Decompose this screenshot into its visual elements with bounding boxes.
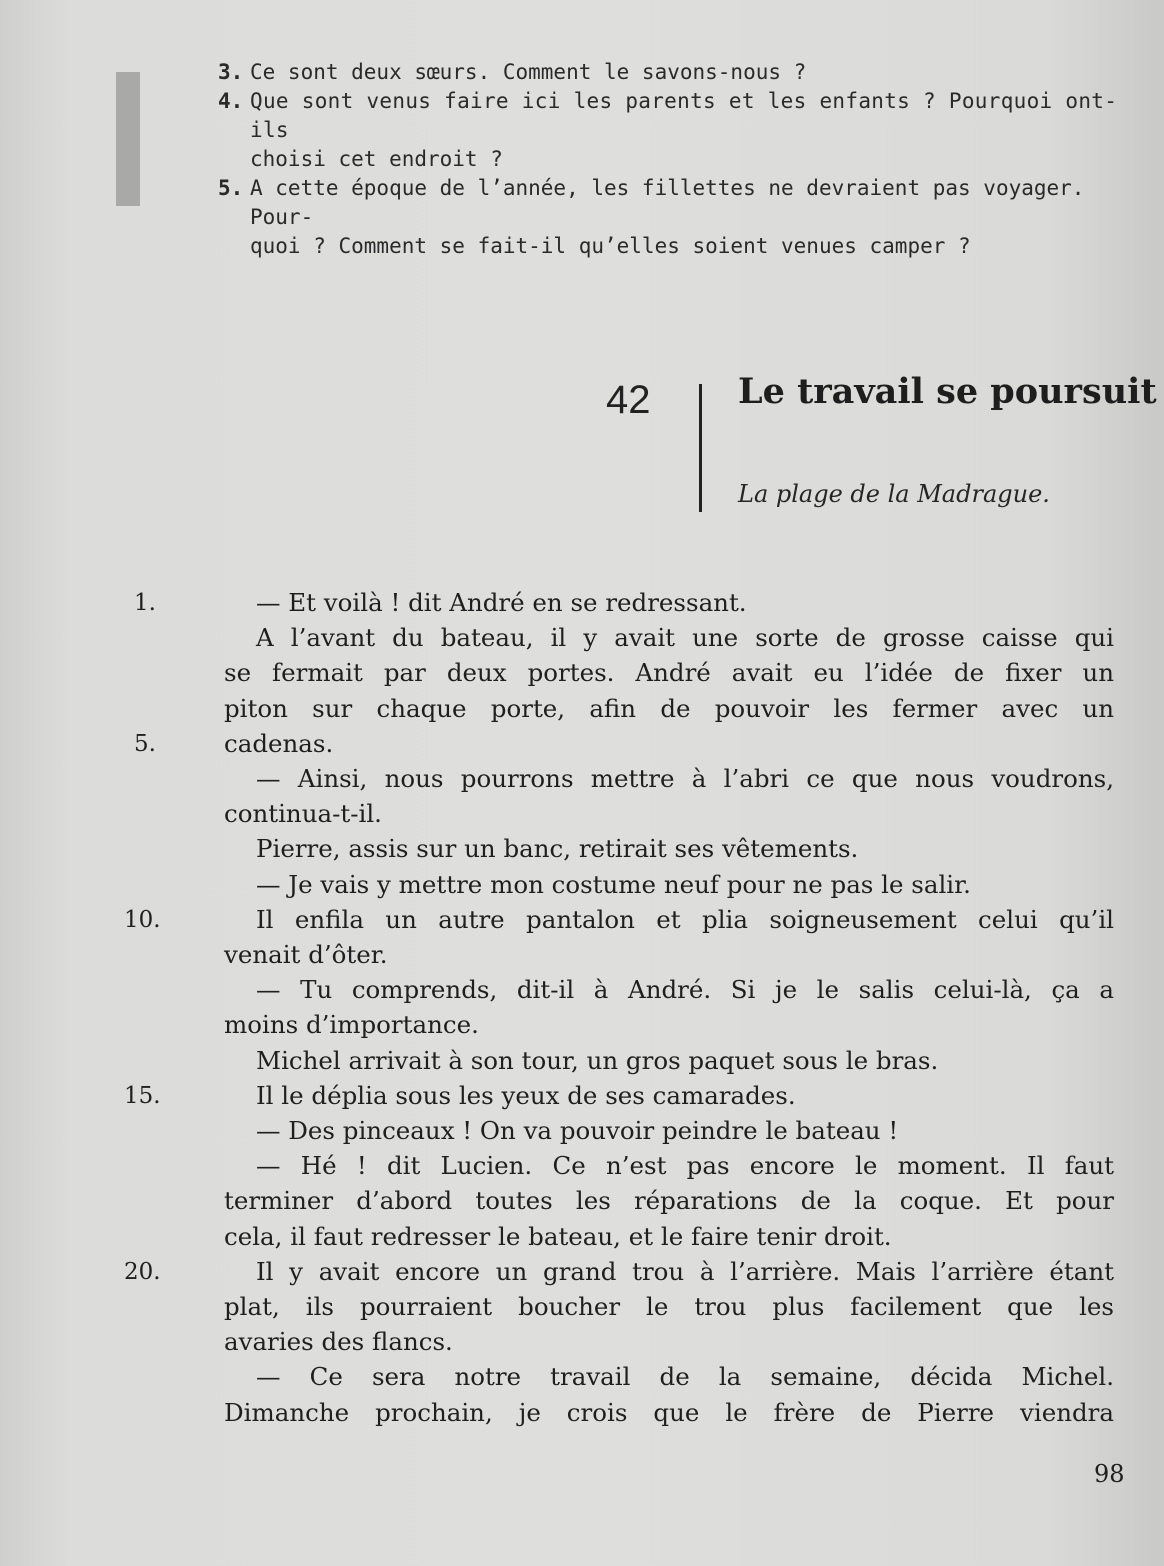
line-number: 20. [124, 1258, 161, 1285]
text-line: — Des pinceaux ! On va pouvoir peindre le bateau ! [256, 1116, 899, 1145]
chapter-number: 42 [606, 378, 651, 422]
text-line: — Ainsi, nous pourrons mettre à l’abri ce que nous voudrons, [256, 764, 1114, 793]
text-line: Il y avait encore un grand trou à l’arrière. Mais l’arrière étant [256, 1256, 1114, 1286]
question-item [218, 58, 1118, 87]
text-line: — Ce sera notre travail de la semaine, décida Michel. [256, 1362, 1114, 1392]
question-number: 3. [218, 60, 244, 84]
text-line: venait d’ôter. [224, 940, 388, 969]
question-number: 5. [218, 176, 244, 200]
text-line: — Et voilà ! dit André en se redressant. [256, 588, 747, 617]
question-item [218, 87, 1118, 174]
text-line: Il le déplia sous les yeux de ses camarades. [256, 1080, 796, 1110]
text-line: piton sur chaque porte, afin de pouvoir les fermer avec un [224, 693, 1114, 723]
text-line: A l’avant du bateau, il y avait une sorte de grosse caisse qui [256, 623, 1114, 653]
text-line: avaries des flancs. [224, 1327, 453, 1357]
question-line: Ce sont deux sœurs. Comment le savons-nous ? [250, 60, 807, 84]
margin-marker-bar [116, 72, 140, 206]
text-line: — Tu comprends, dit-il à André. Si je le salis celui-là, ça a [256, 975, 1114, 1005]
text-line: — Je vais y mettre mon costume neuf pour ne pas le salir. [256, 869, 971, 899]
line-number: 10. [124, 906, 161, 933]
question-line: quoi ? Comment se fait-il qu’elles soient venues camper ? [250, 234, 971, 258]
text-line: cela, il faut redresser le bateau, et le faire tenir droit. [224, 1221, 892, 1251]
text-line: moins d’importance. [224, 1010, 479, 1040]
text-line: Michel arrivait à son tour, un gros paquet sous le bras. [256, 1045, 939, 1075]
line-number: 5. [134, 730, 156, 757]
line-number: 15. [124, 1082, 161, 1109]
line-number: 1. [134, 590, 156, 616]
text-line: Il enfila un autre pantalon et plia soigneusement celui qu’il [256, 904, 1114, 934]
text-line: continua-t-il. [224, 799, 382, 829]
text-line: cadenas. [224, 728, 334, 758]
chapter-title: Le travail se poursuit [738, 371, 1157, 412]
page-number: 98 [1094, 1460, 1125, 1488]
chapter-divider [699, 384, 702, 512]
text-line: — Hé ! dit Lucien. Ce n’est pas encore le moment. Il faut [256, 1151, 1114, 1181]
question-line: Que sont venus faire ici les parents et les enfants ? Pourquoi ont-ils [250, 89, 1118, 142]
text-line: plat, ils pourraient boucher le trou plus facilement que les [224, 1292, 1114, 1321]
question-line: A cette époque de l’année, les fillettes ne devraient pas voyager. Pour- [250, 176, 1085, 229]
text-line: se fermait par deux portes. André avait eu l’idée de fixer un [224, 658, 1114, 688]
question-item [218, 174, 1118, 261]
text-line: terminer d’abord toutes les réparations de la coque. Et pour [224, 1186, 1114, 1216]
question-number: 4. [218, 89, 244, 113]
text-line: Pierre, assis sur un banc, retirait ses vêtements. [256, 834, 859, 864]
chapter-subtitle: La plage de la Madrague. [738, 480, 1050, 508]
text-line: Dimanche prochain, je crois que le frère de Pierre viendra [224, 1397, 1114, 1427]
question-list [218, 58, 1118, 261]
question-line: choisi cet endroit ? [250, 147, 503, 171]
